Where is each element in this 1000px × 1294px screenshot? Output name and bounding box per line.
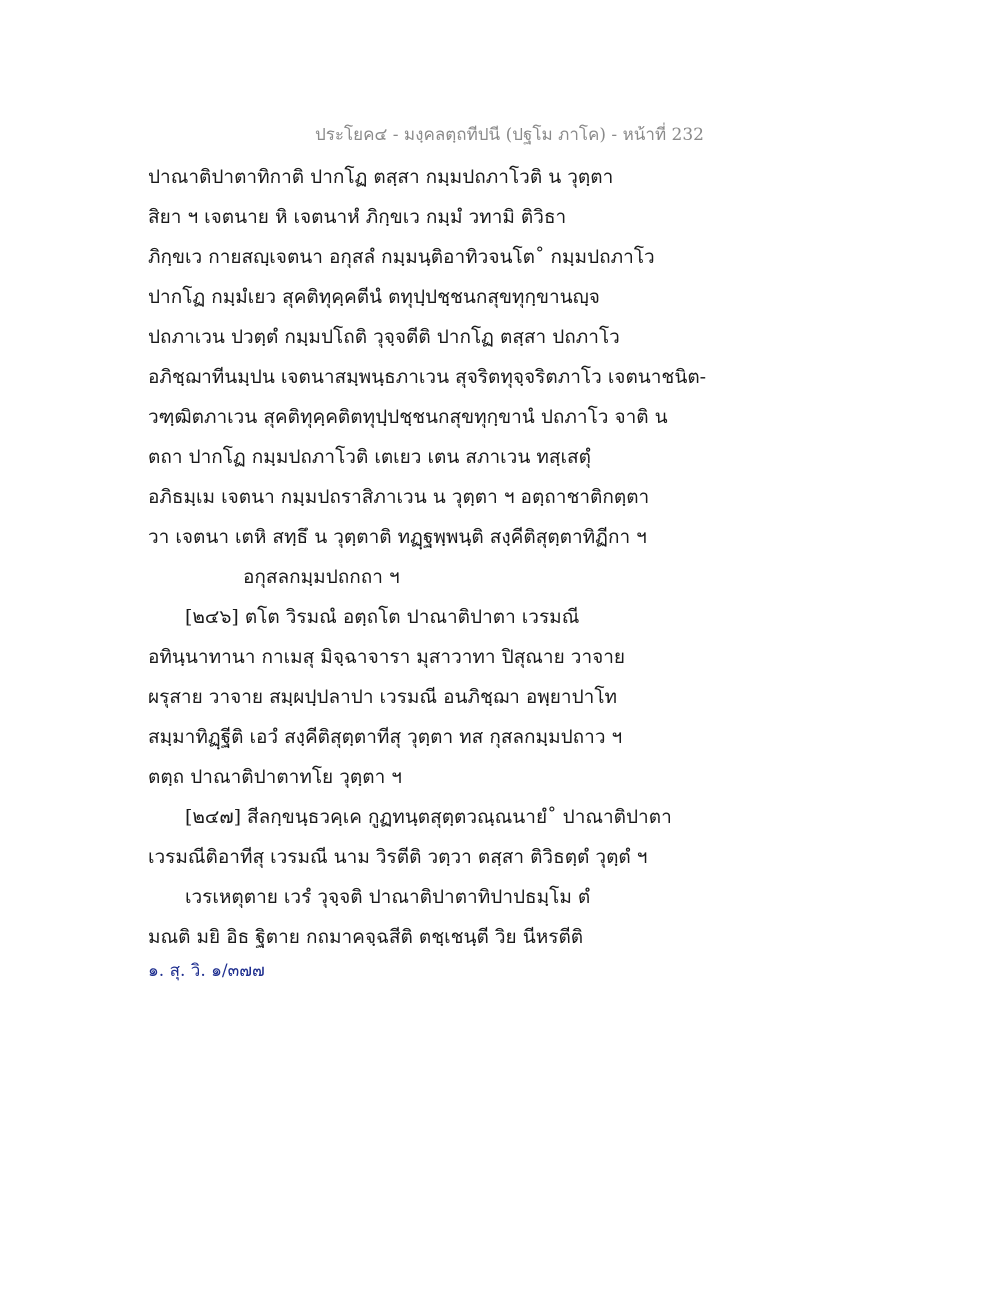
text-line: ปถภาเวน ปวตฺตํ กมฺมปโถติ วุจฺจตีติ ปากโฏ ตสฺสา ปถภาโว [148,326,620,348]
section-heading: อกุสลกมฺมปถกถา ฯ [243,566,400,588]
text-line: ปากโฏ กมฺมํเยว สุคติทุคฺคตีนํ ตทุปฺปชฺชนกสุขทุกฺขานญฺจ [148,286,600,308]
text-line-paragraph-start: [๒๔๖] ตโต วิรมณํ อตฺถโต ปาณาติปาตา เวรมณี [185,606,580,628]
text-line: ปาณาติปาตาทิกาติ ปากโฏ ตสฺสา กมฺมปถภาโวติ น วุตฺตา [148,166,614,188]
body-text [148,157,708,957]
text-line: อภิธมฺเม เจตนา กมฺมปถราสิภาเวน น วุตฺตา ฯ อตฺถาชาติกตฺตา [148,486,650,508]
text-line: ภิกฺขเว กายสญฺเจตนา อกุสลํ กมฺมนฺติอาทิวจนโต˚ กมฺมปถภาโว [148,246,655,268]
text-line: ตตฺถ ปาณาติปาตาทโย วุตฺตา ฯ [148,766,402,788]
running-header: ประโยค๔ - มงฺคลตฺถทีปนี (ปฐโม ภาโค) - หน้าที่ 232 [315,125,704,145]
text-line: สมฺมาทิฏฺฐีติ เอวํ สงฺคีติสุตฺตาทีสุ วุตฺตา ทส กุสลกมฺมปถาว ฯ [148,726,623,748]
text-line: วา เจตนา เตหิ สทฺธึ น วุตฺตาติ ทฏฺฐพฺพนฺติ สงฺคีติสุตฺตาทิฏีกา ฯ [148,526,647,548]
text-line: อทินฺนาทานา กาเมสุ มิจฺฉาจารา มุสาวาทา ปิสุณาย วาจาย [148,646,626,668]
text-line: วฑฺฒิตภาเวน สุคติทุคฺคติตทุปฺปชฺชนกสุขทุกฺขานํ ปถภาโว จาติ น [148,406,668,428]
text-line: มณติ มยิ อิธ ฐิตาย กถมาคจฺฉสีติ ตชฺเชนฺตี วิย นีหรตีติ [148,926,584,948]
text-line: ตถา ปากโฏ กมฺมปถภาโวติ เตเยว เตน สภาเวน ทสฺเสตุํ [148,446,591,468]
text-line-paragraph-start: [๒๔๗] สีลกฺขนฺธวคฺเค กูฏทนฺตสุตฺตวณฺณนายํ˚ ปาณาติปาตา [185,806,672,828]
text-line: อภิชฺฌาทีนมฺปน เจตนาสมฺพนฺธภาเวน สุจริตทุจฺจริตภาโว เจตนาชนิต- [148,366,707,388]
text-line: สิยา ฯ เจตนาย หิ เจตนาหํ ภิกฺขเว กมฺมํ วทามิ ติวิธา [148,206,567,228]
text-line-paragraph-start: เวรเหตุตาย เวรํ วุจฺจติ ปาณาติปาตาทิปาปธมฺโม ตํ [185,886,591,908]
footnote: ๑. สุ. วิ. ๑/๓๗๗ [148,961,265,981]
text-line: ผรุสาย วาจาย สมฺผปฺปลาปา เวรมณี อนภิชฺฌา อพฺยาปาโท [148,686,618,708]
text-line: เวรมณีติอาทีสุ เวรมณี นาม วิรตีติ วตฺวา ตสฺสา ติวิธตฺตํ วุตฺตํ ฯ [148,846,648,868]
